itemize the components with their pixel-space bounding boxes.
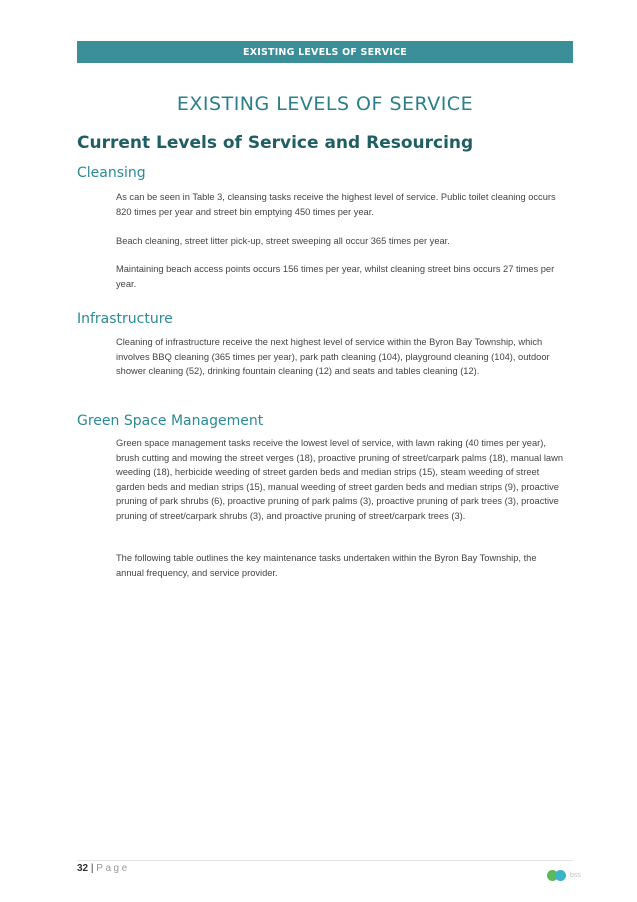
green-space-paragraph-2: The following table outlines the key maintenance tasks undertaken within the Byron Bay Township, the annual frequency, and service provider. [116,553,537,578]
infrastructure-paragraph-1: Cleaning of infrastructure receive the next highest level of service within the Byron Bay Township, which involves BBQ cleaning (365 times per year), park path cleaning (104), playground cleaning (104), outdoor shower cleaning (52), drinking fountain cleaning (12) and seats and tables cleaning (12). [116,337,550,377]
footer-page-number [77,863,130,874]
cleansing-paragraph-1: As can be seen in Table 3, cleansing tasks receive the highest level of service. Public toilet cleaning occurs 820 times per year and street bin emptying 450 times per year. [116,192,556,217]
green-space-heading: Green Space Management [77,413,264,429]
cleansing-paragraph-3: Maintaining beach access points occurs 156 times per year, whilst cleaning street bins occurs 27 times per year. [116,264,555,289]
company-logo [547,870,581,881]
page-separator: | [90,863,94,874]
page-number: 32 [77,863,89,874]
footer-divider [77,860,573,861]
page-title: EXISTING LEVELS OF SERVICE [176,93,474,115]
logo-text: bss [570,872,581,879]
logo-blue-dot-icon [555,870,566,881]
header-banner: EXISTING LEVELS OF SERVICE [77,41,573,63]
green-space-paragraph-1: Green space management tasks receive the lowest level of service, with lawn raking (40 times per year), brush cutting and mowing the street verges (18), proactive pruning of street/carpark palms (18), manual lawn weeding (18), herbicide weeding of street garden beds and median strips (15), steam weeding of street garden beds and median strips (15), manual weeding of street garden beds and median strips (9), proactive pruning of park shrubs (6), proactive pruning of park palms (3), proactive pruning of park trees (3), proactive pruning of street/carpark shrubs (3), and proactive pruning of street/carpark trees (3). [116,438,563,521]
page-label: Page [96,863,130,874]
infrastructure-heading: Infrastructure [77,311,173,327]
cleansing-paragraph-2: Beach cleaning, street litter pick-up, street sweeping all occur 365 times per year. [116,236,450,246]
section-title: Current Levels of Service and Resourcing [77,133,474,153]
cleansing-heading: Cleansing [77,165,146,181]
